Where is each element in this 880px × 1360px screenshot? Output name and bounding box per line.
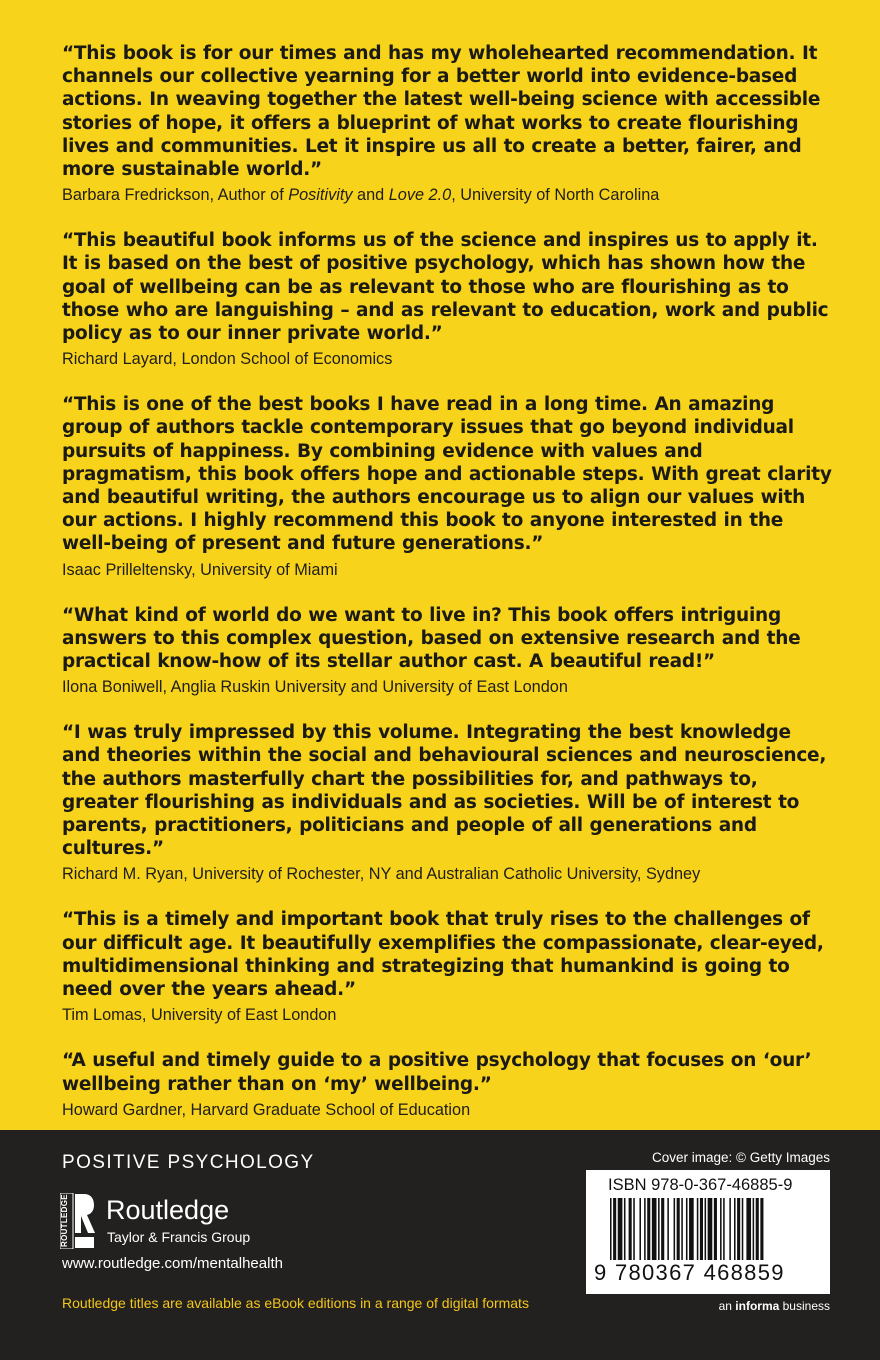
endorsement-quote: “This is a timely and important book that truly rises to the challenges of our difficult age. It beautifully exemplifies the compassionate, clear-eyed, multidimensional thinking and strategizing that humankind is going to need over the years ahead.” xyxy=(62,909,824,1001)
endorsement-attribution: Tim Lomas, University of East London xyxy=(62,1006,337,1025)
endorsement-quote: “This beautiful book informs us of the science and inspires us to apply it. It is based on the best of positive psychology, which has shown how the goal of wellbeing can be as relevant to those who are flourishing as to those who are languishing – and as relevant to education, work and public policy as to our inner private world.” xyxy=(62,230,829,345)
barcode-bar xyxy=(720,1198,722,1260)
publisher-website: www.routledge.com/mentalhealth xyxy=(62,1255,283,1272)
endorsement-attribution xyxy=(62,184,832,206)
publisher-group: Taylor & Francis Group xyxy=(107,1229,251,1245)
barcode-bar xyxy=(746,1198,751,1260)
barcode-bar xyxy=(697,1198,699,1260)
barcode-bar xyxy=(613,1198,616,1260)
barcode-bar xyxy=(652,1198,657,1260)
endorsement-attribution: Richard Layard, London School of Economics xyxy=(62,350,393,369)
barcode-bar xyxy=(714,1198,717,1260)
barcode-bar xyxy=(737,1198,740,1260)
barcode-bar xyxy=(633,1198,635,1260)
endorsement-quote: “This is one of the best books I have read in a long time. An amazing group of authors tackle contemporary issues that go beyond individual pursuits of happiness. By combining evidence with values and pragmatism, this book offers hope and actionable steps. With great clarity and beautiful writing, the authors encourage us to align our values with our actions. I highly recommend this book to anyone interested in the well-being of present and future generations.” xyxy=(62,394,832,555)
informa-suffix: business xyxy=(779,1299,830,1313)
barcode-bar xyxy=(729,1198,731,1260)
barcode-bar xyxy=(674,1198,676,1260)
endorsement-layard xyxy=(62,229,832,370)
informa-prefix: an xyxy=(718,1299,736,1313)
barcode-bar xyxy=(708,1198,713,1260)
barcode-bar xyxy=(760,1198,763,1260)
endorsement-lomas xyxy=(62,908,832,1026)
informa-brand: informa xyxy=(735,1299,780,1313)
publisher-name: Routledge xyxy=(106,1195,230,1225)
barcode-bar xyxy=(618,1198,623,1260)
attribution-joiner: and xyxy=(352,186,389,205)
barcode-bar xyxy=(661,1198,664,1260)
barcode-bar xyxy=(647,1198,650,1260)
endorsement-attribution: Ilona Boniwell, Anglia Ruskin University and University of East London xyxy=(62,678,568,697)
attribution-affiliation: , University of North Carolina xyxy=(451,186,660,205)
cover-image-credit: Cover image: © Getty Images xyxy=(651,1150,830,1165)
barcode-bar xyxy=(629,1198,632,1260)
barcode-bar xyxy=(723,1198,725,1260)
endorsement-attribution: Isaac Prilleltensky, University of Miami xyxy=(62,560,338,579)
barcode-bar xyxy=(686,1198,688,1260)
barcode-bar xyxy=(610,1198,612,1260)
attribution-author: Barbara Fredrickson, Author of xyxy=(62,186,289,205)
endorsement-quote: “I was truly impressed by this volume. Integrating the best knowledge and theories within the social and behavioural sciences and neuroscience, the authors masterfully chart the possibilities for, and pathways to, greater flourishing as individuals and as societies. Will be of interest to parents, practitioners, politicians and people of all generations and cultures.” xyxy=(62,722,827,860)
barcode-bar xyxy=(734,1198,736,1260)
barcode-bar xyxy=(705,1198,707,1260)
barcode-bar xyxy=(624,1198,626,1260)
endorsement-ryan xyxy=(62,721,832,885)
endorsement-list xyxy=(62,42,832,1144)
barcode-bar xyxy=(658,1198,660,1260)
endorsement-attribution: Howard Gardner, Harvard Graduate School of Education xyxy=(62,1100,471,1119)
barcode-bar xyxy=(756,1198,759,1260)
attribution-work-title: Love 2.0 xyxy=(388,186,452,205)
barcode-bar xyxy=(700,1198,703,1260)
attribution-work-title: Positivity xyxy=(288,186,353,205)
barcode-bar xyxy=(681,1198,683,1260)
isbn-label: ISBN 978-0-367-46885-9 xyxy=(608,1176,793,1194)
barcode-icon xyxy=(610,1198,810,1260)
endorsement-gardner xyxy=(62,1049,832,1120)
barcode-bar xyxy=(639,1198,641,1260)
barcode-bar xyxy=(753,1198,755,1260)
endorsement-prilleltensky xyxy=(62,393,832,580)
barcode-bar xyxy=(677,1198,680,1260)
publisher-logo xyxy=(60,1193,320,1249)
barcode-bar xyxy=(667,1198,669,1260)
publisher-mark-text: ROUTLEDGE xyxy=(60,1194,69,1248)
series-label: POSITIVE PSYCHOLOGY xyxy=(62,1152,315,1173)
barcode-bar xyxy=(644,1198,646,1260)
endorsement-quote: “This book is for our times and has my wholehearted recommendation. It channels our collective yearning for a better world into evidence-based actions. In weaving together the latest well-being science with accessible stories of hope, it offers a blueprint of what works to create flourishing lives and communities. Let it inspire us all to create a better, fairer, and more sustainable world.” xyxy=(62,43,821,181)
endorsement-quote: “A useful and timely guide to a positive psychology that focuses on ‘our’ wellbeing rather than on ‘my’ wellbeing.” xyxy=(62,1050,812,1095)
endorsement-quote: “What kind of world do we want to live in? This book offers intriguing answers to this complex question, based on extensive research and the practical know-how of its stellar author cast. A beautiful read!” xyxy=(62,604,801,673)
ebook-availability-note: Routledge titles are available as eBook editions in a range of digital formats xyxy=(62,1295,529,1311)
barcode-bar xyxy=(689,1198,694,1260)
isbn-barcode-panel xyxy=(586,1170,830,1294)
endorsement-fredrickson xyxy=(62,42,832,206)
endorsement-attribution: Richard M. Ryan, University of Rochester, NY and Australian Catholic University, Sydney xyxy=(62,865,701,884)
barcode-digits: 9 780367 468859 xyxy=(594,1260,785,1285)
endorsement-boniwell xyxy=(62,604,832,699)
barcode-bar xyxy=(742,1198,744,1260)
informa-business-tagline xyxy=(719,1299,830,1313)
